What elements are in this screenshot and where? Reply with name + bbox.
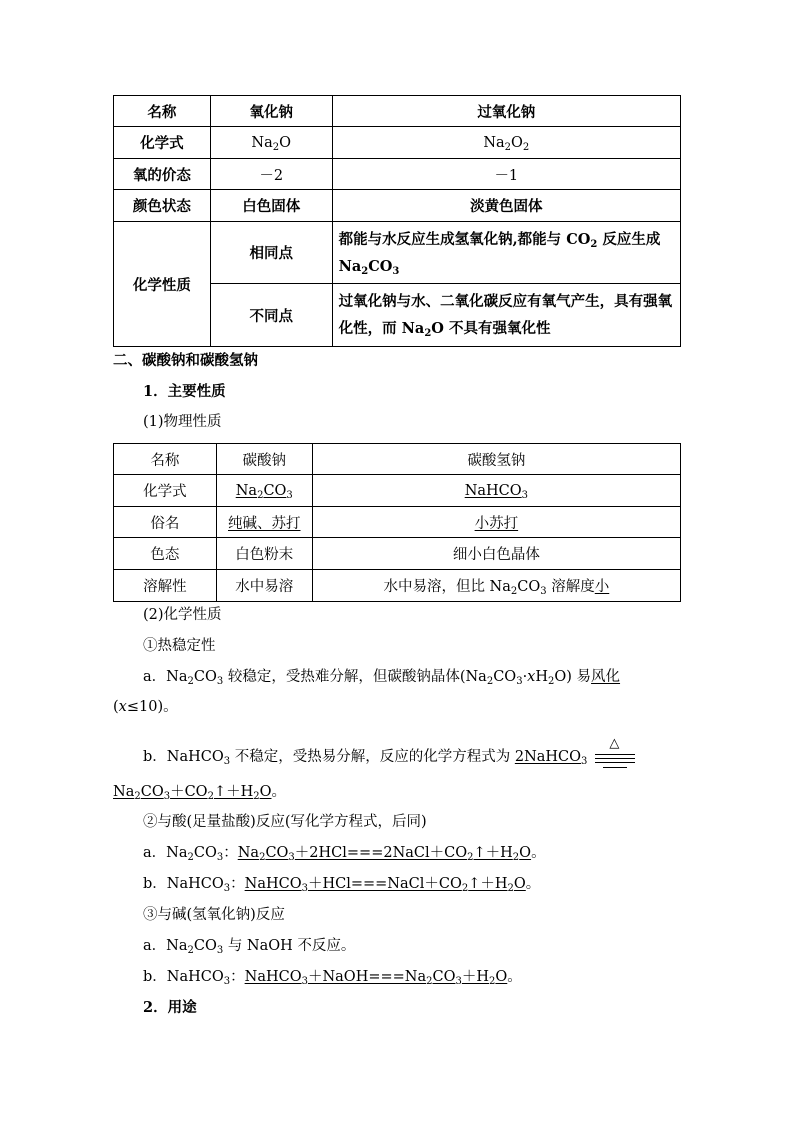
- row-label: 俗名: [114, 507, 217, 538]
- table-row: [114, 444, 681, 475]
- header-cell: 碳酸氢钠: [312, 444, 680, 475]
- carbonate-properties-table: [113, 443, 681, 602]
- table-cell: －2: [210, 159, 332, 190]
- header-cell: 氧化钠: [210, 96, 332, 127]
- heading: 1．主要性质: [143, 383, 226, 400]
- table-row: [114, 570, 681, 602]
- table-row: [114, 96, 681, 127]
- paragraph: a．$Na_2CO_3$ 与 NaOH 不反应。: [143, 938, 356, 956]
- table-cell: 水中易溶: [216, 570, 312, 602]
- subheading: (2)化学性质: [143, 607, 222, 623]
- table-row: [114, 159, 681, 190]
- equation: b．NaHCO$_3$：$NaHCO_3+NaOH===Na_2CO_3+H_2O$。: [143, 969, 522, 987]
- equation: b．NaHCO$_3$：$NaHCO_3+HCl===NaCl+CO_2↑+H_2O$。: [143, 876, 541, 894]
- equation: $Na_2CO_3+CO_2↑+H_2O$。: [113, 784, 286, 802]
- header-cell: 名称: [114, 96, 211, 127]
- table-cell: 纯碱、苏打: [216, 507, 312, 538]
- table-row: [114, 190, 681, 222]
- row-label: 化学式: [114, 127, 211, 159]
- table-cell: NaHCO$_3$: [312, 475, 680, 507]
- table-cell: 小苏打: [312, 507, 680, 538]
- table-cell: 水中易溶，但比 $Na_2CO_3$ 溶解度小: [312, 570, 680, 602]
- table-cell: 白色固体: [210, 190, 332, 222]
- row-label: 氧的价态: [114, 159, 211, 190]
- subheading: ②与酸(足量盐酸)反应(写化学方程式，后同): [143, 814, 427, 830]
- sub-label: 不同点: [210, 284, 332, 347]
- equation: a．$Na_2CO_3$：$Na_2CO_3+2HCl===2NaCl+CO_2↑+H_2O$。: [143, 845, 546, 863]
- paragraph: b．NaHCO$_3$ 不稳定，受热易分解，反应的化学方程式为 2NaHCO$_3$ △: [143, 737, 723, 777]
- table-cell: 过氧化钠与水、二氧化碳反应有氧气产生，具有强氧化性，而 $Na_2O$ 不具有强氧化性: [332, 284, 680, 347]
- header-cell: 碳酸钠: [216, 444, 312, 475]
- table-row: [114, 127, 681, 159]
- row-label: 色态: [114, 538, 217, 570]
- header-cell: 过氧化钠: [332, 96, 680, 127]
- table-row: [114, 475, 681, 507]
- heating-condition-icon: △: [595, 737, 635, 777]
- table-cell: 细小白色晶体: [312, 538, 680, 570]
- row-label: 颜色状态: [114, 190, 211, 222]
- table-cell: －1: [332, 159, 680, 190]
- oxide-comparison-table: [113, 95, 681, 347]
- subheading: ③与碱(氢氧化钠)反应: [143, 907, 285, 923]
- table-cell: $Na_2O_2$: [332, 127, 680, 159]
- row-label: 化学式: [114, 475, 217, 507]
- table-row: [114, 507, 681, 538]
- subheading: (1)物理性质: [143, 414, 222, 430]
- table-cell: $Na_2CO_3$: [216, 475, 312, 507]
- sub-label: 相同点: [210, 222, 332, 284]
- table-cell: 都能与水反应生成氢氧化钠,都能与 $CO_2$ 反应生成 $Na_2CO_3$: [332, 222, 680, 284]
- paragraph: a．$Na_2CO_3$ 较稳定，受热难分解，但碳酸钠晶体$(Na_2CO_3\cdot xH_2O)$ 易风化: [143, 669, 621, 687]
- table-cell: 白色粉末: [216, 538, 312, 570]
- table-row: [114, 222, 681, 284]
- table-cell: $Na_2O$: [210, 127, 332, 159]
- table-row: [114, 538, 681, 570]
- subheading: ①热稳定性: [143, 638, 216, 654]
- heading: 2．用途: [143, 999, 197, 1016]
- section-title: 二、碳酸钠和碳酸氢钠: [113, 352, 258, 369]
- paragraph: (x≤10)。: [113, 699, 178, 715]
- row-label: 溶解性: [114, 570, 217, 602]
- table-cell: 淡黄色固体: [332, 190, 680, 222]
- row-label: 化学性质: [114, 222, 211, 347]
- header-cell: 名称: [114, 444, 217, 475]
